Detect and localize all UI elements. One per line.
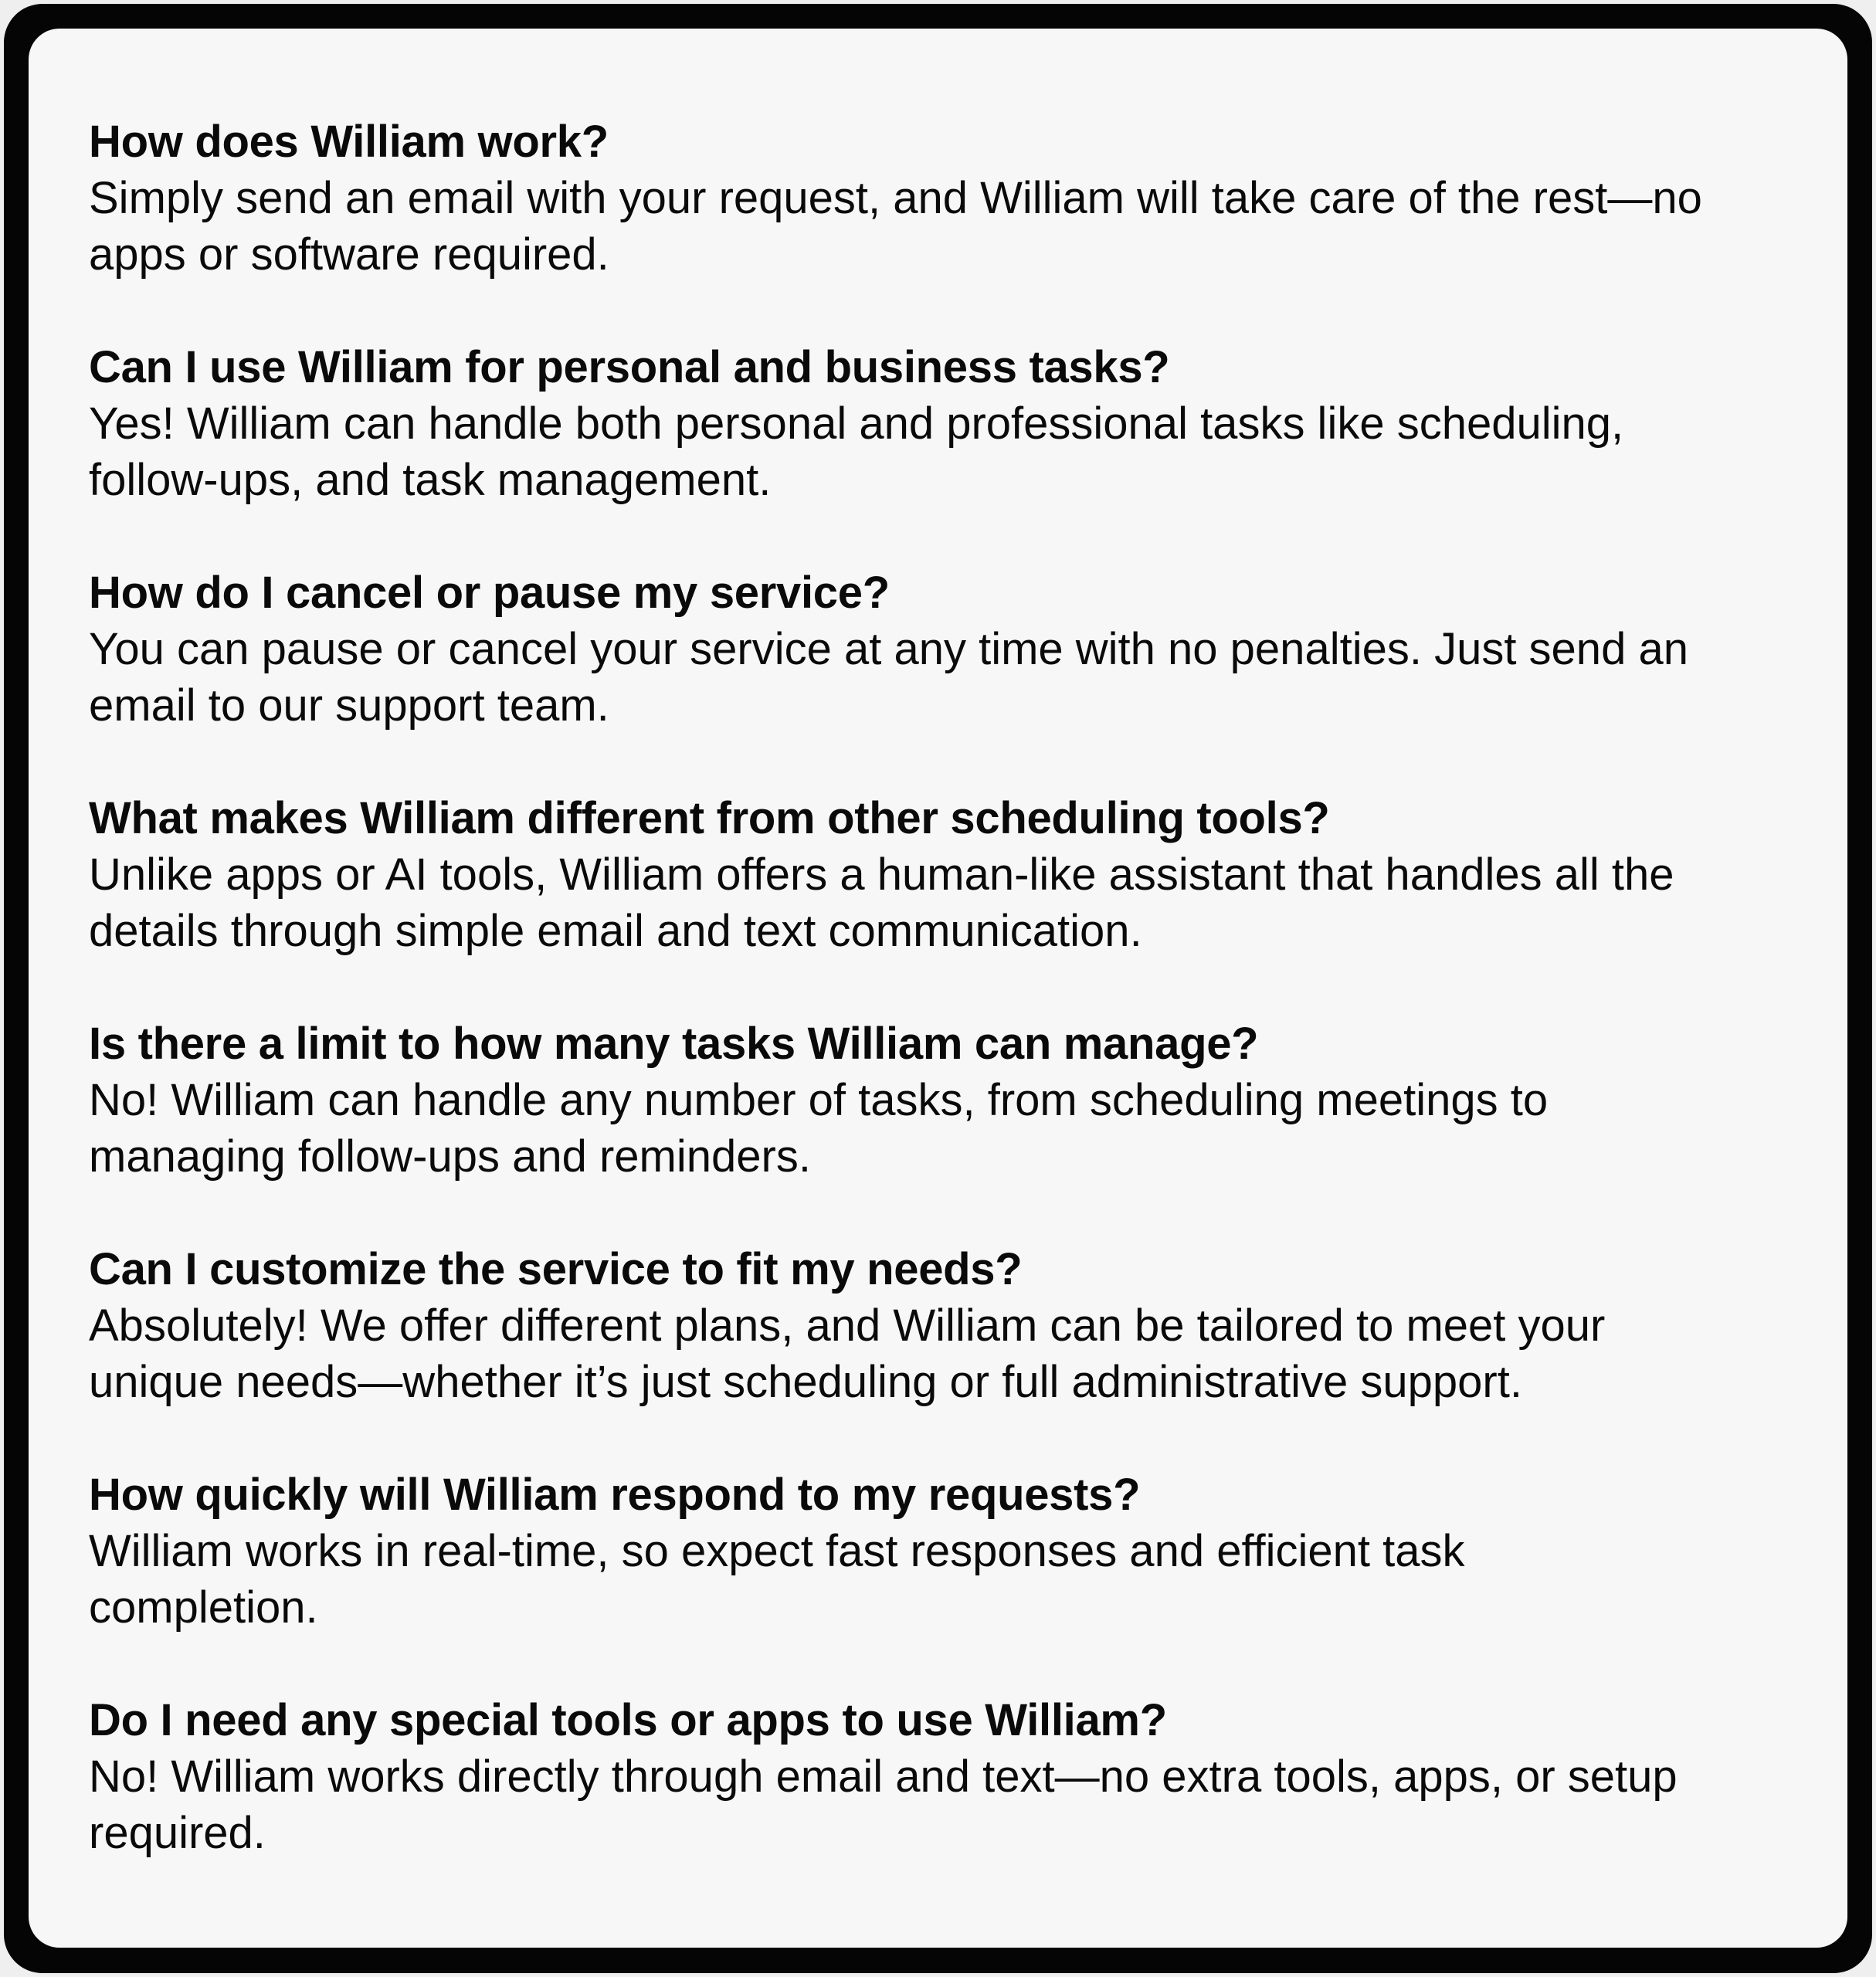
faq-answer-line: managing follow-ups and reminders. [89,1131,811,1182]
faq-answer-line: required. [89,1808,266,1858]
faq-answer [89,170,1817,283]
faq-question: How does William work? [89,117,609,167]
faq-answer-line: email to our support team. [89,680,609,731]
outer-frame [4,4,1872,1973]
faq-item [89,1016,1817,1185]
faq-question: What makes William different from other scheduling tools? [89,793,1330,843]
faq-question: Is there a limit to how many tasks William can manage? [89,1019,1259,1069]
faq-answer-line: No! William works directly through email and text—no extra tools, apps, or setup [89,1751,1678,1802]
faq-answer-line: follow-ups, and task management. [89,455,772,505]
faq-question: How quickly will William respond to my requests? [89,1470,1141,1520]
faq-question: Can I customize the service to fit my needs? [89,1244,1023,1294]
faq-item [89,339,1817,508]
faq-answer-line: No! William can handle any number of tasks, from scheduling meetings to [89,1075,1549,1125]
faq-answer-line: William works in real-time, so expect fast responses and efficient task [89,1526,1465,1576]
faq-item [89,1241,1817,1410]
faq-answer-line: You can pause or cancel your service at any time with no penalties. Just send an [89,624,1688,674]
faq-answer-line: Yes! William can handle both personal and professional tasks like scheduling, [89,398,1624,449]
faq-answer-line: Absolutely! We offer different plans, and William can be tailored to meet your [89,1300,1606,1351]
faq-answer [89,621,1817,734]
faq-answer [89,1748,1817,1861]
faq-item [89,790,1817,959]
faq-item [89,1467,1817,1636]
faq-question: Do I need any special tools or apps to use William? [89,1695,1167,1745]
faq-question: How do I cancel or pause my service? [89,568,890,618]
faq-item [89,114,1817,283]
faq-answer-line: apps or software required. [89,229,609,280]
faq-answer [89,395,1817,508]
faq-answer-line: Unlike apps or AI tools, William offers a human-like assistant that handles all the [89,849,1674,900]
faq-list [89,114,1817,1861]
faq-item [89,565,1817,734]
faq-item [89,1692,1817,1861]
faq-answer-line: details through simple email and text communication. [89,906,1142,956]
faq-answer [89,1297,1817,1410]
faq-panel [29,29,1847,1948]
faq-answer-line: Simply send an email with your request, and William will take care of the rest—no [89,173,1702,223]
faq-answer [89,846,1817,959]
faq-answer [89,1072,1817,1185]
faq-question: Can I use William for personal and business tasks? [89,342,1170,392]
faq-answer-line: completion. [89,1582,318,1633]
faq-answer-line: unique needs—whether it’s just scheduling or full administrative support. [89,1357,1522,1407]
faq-answer [89,1523,1817,1636]
